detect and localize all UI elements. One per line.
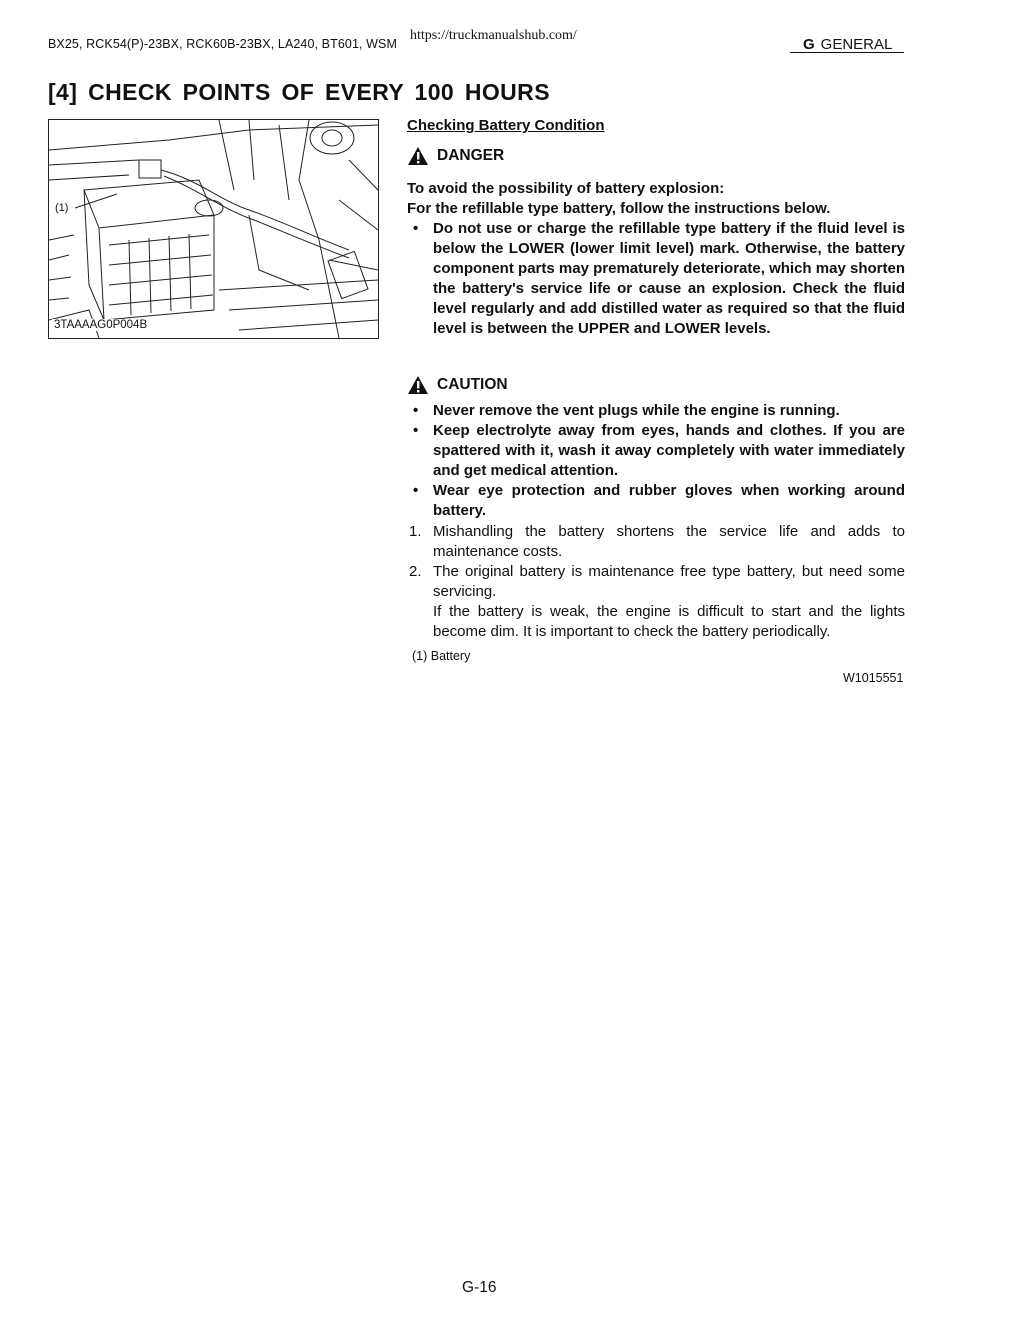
header-section-name: GENERAL (820, 36, 893, 53)
figure-note: (1) Battery (412, 649, 471, 663)
page-number: G-16 (462, 1279, 497, 1296)
caution-warning-icon (407, 375, 429, 395)
step-number: 1. (409, 523, 422, 540)
battery-figure (48, 119, 379, 339)
battery-illustration (49, 120, 378, 338)
caution-item-text: Never remove the vent plugs while the engine is running. (433, 402, 840, 419)
caution-item-text: Keep electrolyte away from eyes, hands and clothes. If you are spattered with it, wash it away completely with water immediately and get medical attention. (433, 422, 905, 479)
subheading: Checking Battery Condition (407, 117, 605, 134)
header-section (803, 36, 892, 53)
document-code: W1015551 (843, 671, 904, 685)
list-item (407, 219, 905, 339)
figure-code: 3TAAAAG0P004B (54, 319, 148, 331)
step-text-continued: If the battery is weak, the engine is difficult to start and the lights become dim. It is important to check the battery periodically. (433, 603, 905, 640)
section-title: [4] CHECK POINTS OF EVERY 100 HOURS (48, 79, 550, 105)
list-item (407, 421, 905, 481)
danger-intro-2: For the refillable type battery, follow the instructions below. (407, 200, 831, 217)
caution-item-text: Wear eye protection and rubber gloves when working around battery. (433, 482, 905, 519)
figure-callout: (1) (55, 202, 69, 214)
danger-list (407, 219, 905, 339)
step-text: The original battery is maintenance free type battery, but need some servicing. (433, 563, 905, 600)
bullet-marker: • (413, 402, 419, 419)
step-number: 2. (409, 563, 422, 580)
header-divider (790, 52, 904, 53)
step-text: Mishandling the battery shortens the service life and adds to maintenance costs. (433, 523, 905, 560)
list-item (407, 481, 905, 521)
header-section-letter: G (803, 36, 815, 53)
caution-heading (407, 375, 905, 395)
list-item (407, 522, 905, 562)
danger-intro-1: To avoid the possibility of battery explosion: (407, 180, 725, 197)
header-url[interactable]: https://truckmanualshub.com/ (410, 28, 577, 43)
caution-list (407, 401, 905, 521)
list-item (407, 401, 905, 421)
header-models: BX25, RCK54(P)-23BX, RCK60B-23BX, LA240, BT601, WSM (48, 37, 398, 51)
bullet-marker: • (413, 220, 419, 237)
caution-label: CAUTION (437, 376, 508, 393)
bullet-marker: • (413, 482, 419, 499)
danger-label: DANGER (437, 147, 505, 164)
danger-heading (407, 146, 905, 166)
list-item (407, 562, 905, 642)
steps-list (407, 522, 905, 642)
danger-item-text: Do not use or charge the refillable type battery if the fluid level is below the LOWER (lower limit level) mark. Otherwise, the battery component parts may prematurely deteriorate, which may shorten the battery's service life or cause an explosion. Check the fluid level regularly and add distilled water as required so that the fluid level is between the UPPER and LOWER levels. (433, 220, 905, 337)
danger-warning-icon (407, 146, 429, 166)
bullet-marker: • (413, 422, 419, 439)
